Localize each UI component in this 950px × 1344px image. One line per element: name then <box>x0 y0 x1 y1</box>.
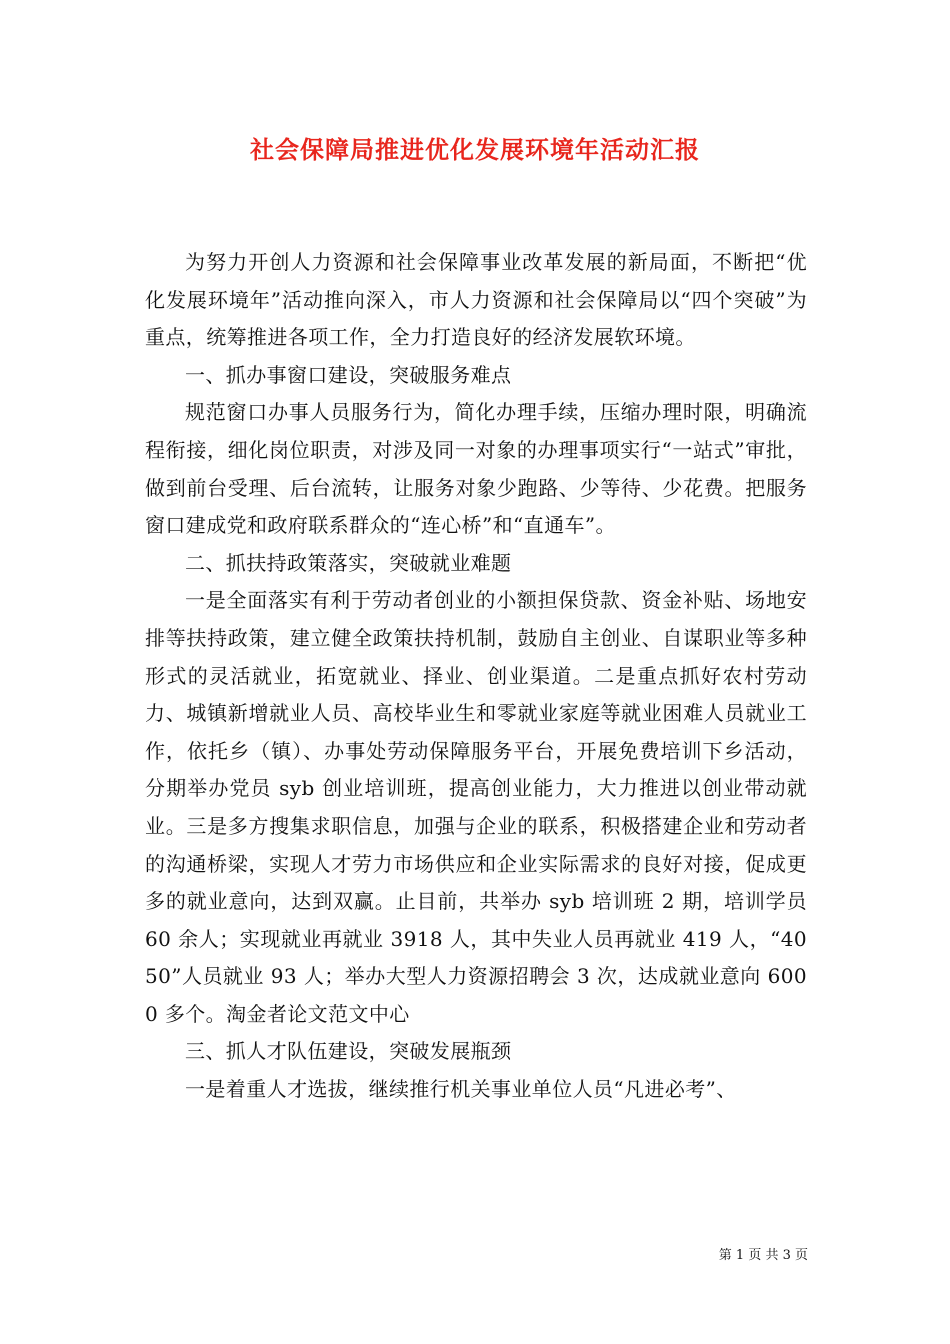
document-body <box>145 244 807 1109</box>
paragraph-section-3: 一是着重人才选拔，继续推行机关事业单位人员“凡进必考”、 <box>185 1077 737 1102</box>
page-number-footer: 第 1 页 共 3 页 <box>718 1248 808 1263</box>
section-heading-2: 二、抓扶持政策落实，突破就业难题 <box>185 550 512 575</box>
document-title: 社会保障局推进优化发展环境年活动汇报 <box>250 135 700 164</box>
paragraph-section-2: 一是全面落实有利于劳动者创业的小额担保贷款、资金补贴、场地安排等扶持政策，建立健全政策扶持机制，鼓励自主创业、自谋职业等多种形式的灵活就业，拓宽就业、择业、创业渠道。二是重点抓好农村劳动力、城镇新增就业人员、高校毕业生和零就业家庭等就业困难人员就业工作，依托乡（镇）、办事处劳动保障服务平台，开展免费培训下乡活动，分期举办党员 syb 创业培训班，提高创业能力，大力推进以创业带动就业。三是多方搜集求职信息，加强与企业的联系，积极搭建企业和劳动者的沟通桥梁，实现人才劳力市场供应和企业实际需求的良好对接，促成更多的就业意向，达到双赢。止目前，共举办 syb 培训班 2 期，培训学员 60 余人；实现就业再就业 3918 人，其中失业人员再就业 419 人，“4050”人员就业 93 人；举办大型人力资源招聘会 3 次，达成就业意向 6000 多个。淘金者论文范文中心 <box>145 588 807 1026</box>
paragraph-section-1: 规范窗口办事人员服务行为，简化办理手续，压缩办理时限，明确流程衔接，细化岗位职责，对涉及同一对象的办理事项实行“一站式”审批，做到前台受理、后台流转，让服务对象少跑路、少等待、少花费。把服务窗口建成党和政府联系群众的“连心桥”和“直通车”。 <box>145 400 807 538</box>
paragraph-intro: 为努力开创人力资源和社会保障事业改革发展的新局面，不断把“优化发展环境年”活动推向深入，市人力资源和社会保障局以“四个突破”为重点，统筹推进各项工作，全力打造良好的经济发展软环境。 <box>145 250 807 350</box>
section-heading-3: 三、抓人才队伍建设，突破发展瓶颈 <box>185 1039 512 1064</box>
section-heading-1: 一、抓办事窗口建设，突破服务难点 <box>185 362 512 387</box>
